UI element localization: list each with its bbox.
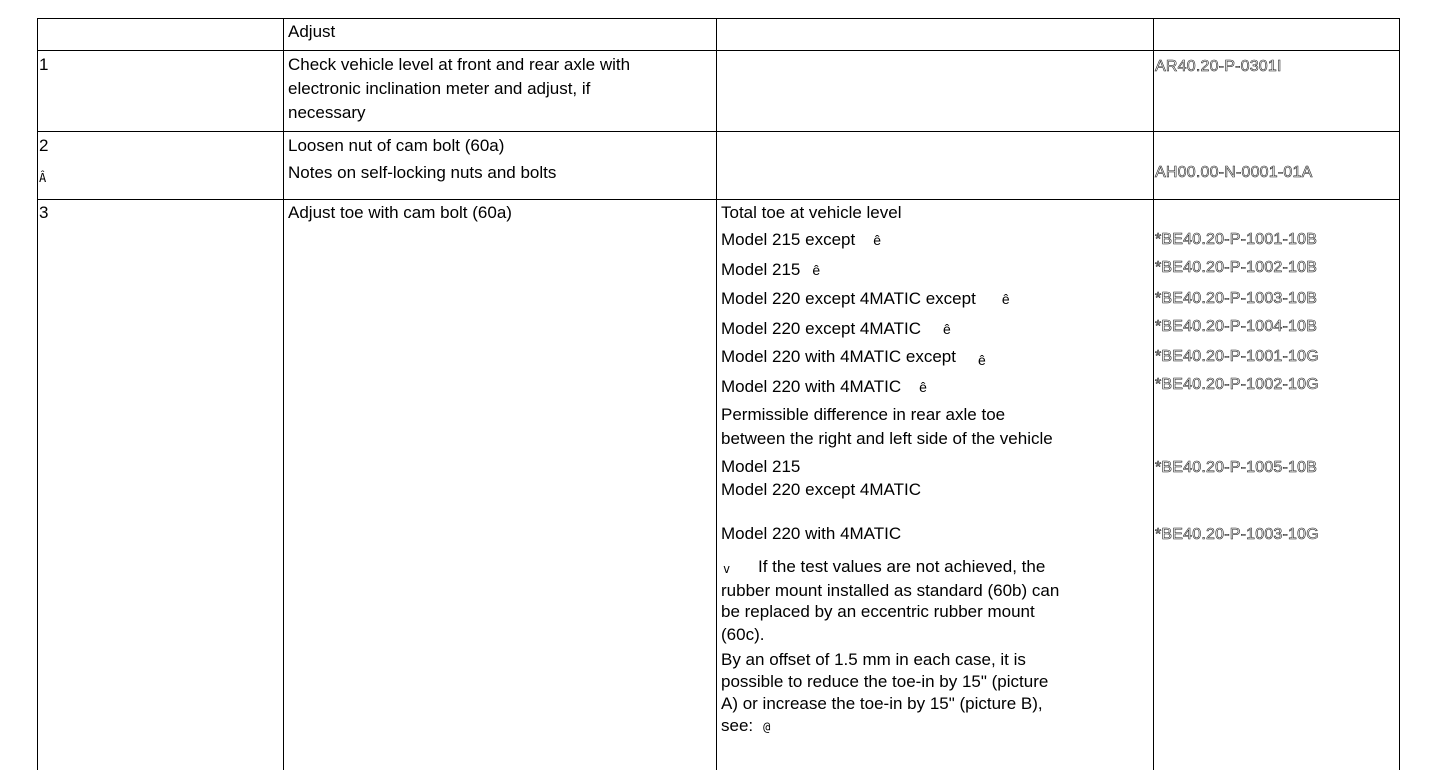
row1-action-line-3: necessary <box>288 103 366 122</box>
tip-line-1: If the test values are not achieved, the <box>758 557 1046 576</box>
row-divider-1 <box>37 131 1400 132</box>
procedure-table <box>37 18 1400 770</box>
diff-model-215: Model 215 <box>721 457 801 476</box>
model-label: Model 220 with 4MATIC except <box>721 347 956 366</box>
row2-reference-link[interactable]: AH00.00-N-0001-01A <box>1155 164 1313 181</box>
model-label: Model 220 except 4MATIC except <box>721 289 976 308</box>
tip-icon: v <box>723 562 731 576</box>
see-link-icon[interactable]: @ <box>763 720 771 734</box>
model-4matic-reference-link[interactable]: *BE40.20-P-1003-10G <box>1155 526 1319 543</box>
spec-mark-icon: ê <box>977 352 986 368</box>
step-number-1: 1 <box>39 55 49 74</box>
model-row <box>721 228 881 252</box>
model-label: Model 215 <box>721 260 801 279</box>
diff-model-220: Model 220 except 4MATIC <box>721 480 921 499</box>
table-border-top <box>37 18 1400 19</box>
model-220-4matic: Model 220 with 4MATIC <box>721 524 902 543</box>
offset-line-1: By an offset of 1.5 mm in each case, it is <box>721 650 1026 669</box>
tip-line-4: (60c). <box>721 625 765 644</box>
row1-reference-link[interactable]: AR40.20-P-0301I <box>1155 58 1282 75</box>
model-label: Model 220 except 4MATIC <box>721 319 921 338</box>
row1-action-line-2: electronic inclination meter and adjust, if <box>288 79 591 98</box>
spec-mark-icon: ê <box>873 232 881 248</box>
model-reference-link[interactable]: *BE40.20-P-1001-10B <box>1155 231 1318 248</box>
see-label: see: <box>721 716 754 735</box>
model-reference-link[interactable]: *BE40.20-P-1001-10G <box>1155 348 1319 365</box>
model-reference-link[interactable]: *BE40.20-P-1003-10B <box>1155 290 1318 307</box>
model-row <box>721 345 986 369</box>
model-row <box>721 317 951 341</box>
model-row <box>721 287 1010 311</box>
row-divider-2 <box>37 199 1400 200</box>
row-divider-header <box>37 50 1400 51</box>
note-icon: Â <box>39 171 47 185</box>
tip-line-2: rubber mount installed as standard (60b) can <box>721 581 1060 600</box>
spec-mark-icon: ê <box>943 321 951 337</box>
offset-line-2: possible to reduce the toe-in by 15" (picture <box>721 672 1049 691</box>
tip-line-3: be replaced by an eccentric rubber mount <box>721 602 1035 621</box>
diff-reference-link[interactable]: *BE40.20-P-1005-10B <box>1155 459 1318 476</box>
model-reference-link[interactable]: *BE40.20-P-1002-10G <box>1155 376 1319 393</box>
offset-line-3: A) or increase the toe-in by 15" (picture B), <box>721 694 1043 713</box>
see-row <box>721 714 770 739</box>
toe-difference-line-1: Permissible difference in rear axle toe <box>721 405 1006 424</box>
toe-difference-line-2: between the right and left side of the vehicle <box>721 429 1053 448</box>
row2-action: Loosen nut of cam bolt (60a) <box>288 136 505 155</box>
spec-mark-icon: ê <box>1001 291 1010 307</box>
row2-note: Notes on self-locking nuts and bolts <box>288 163 557 182</box>
model-label: Model 220 with 4MATIC <box>721 377 902 396</box>
row3-action: Adjust toe with cam bolt (60a) <box>288 203 512 222</box>
model-row <box>721 258 820 282</box>
model-reference-link[interactable]: *BE40.20-P-1004-10B <box>1155 318 1318 335</box>
header-action: Adjust <box>288 22 336 41</box>
spec-mark-icon: ê <box>919 379 927 395</box>
model-reference-link[interactable]: *BE40.20-P-1002-10B <box>1155 259 1318 276</box>
model-label: Model 215 except <box>721 230 856 249</box>
model-row <box>721 375 927 399</box>
row1-action-line-1: Check vehicle level at front and rear axle with <box>288 55 631 74</box>
step-number-2: 2 <box>39 136 49 155</box>
spec-heading: Total toe at vehicle level <box>721 203 902 222</box>
step-number-3: 3 <box>39 203 49 222</box>
spec-mark-icon: ê <box>812 262 821 278</box>
